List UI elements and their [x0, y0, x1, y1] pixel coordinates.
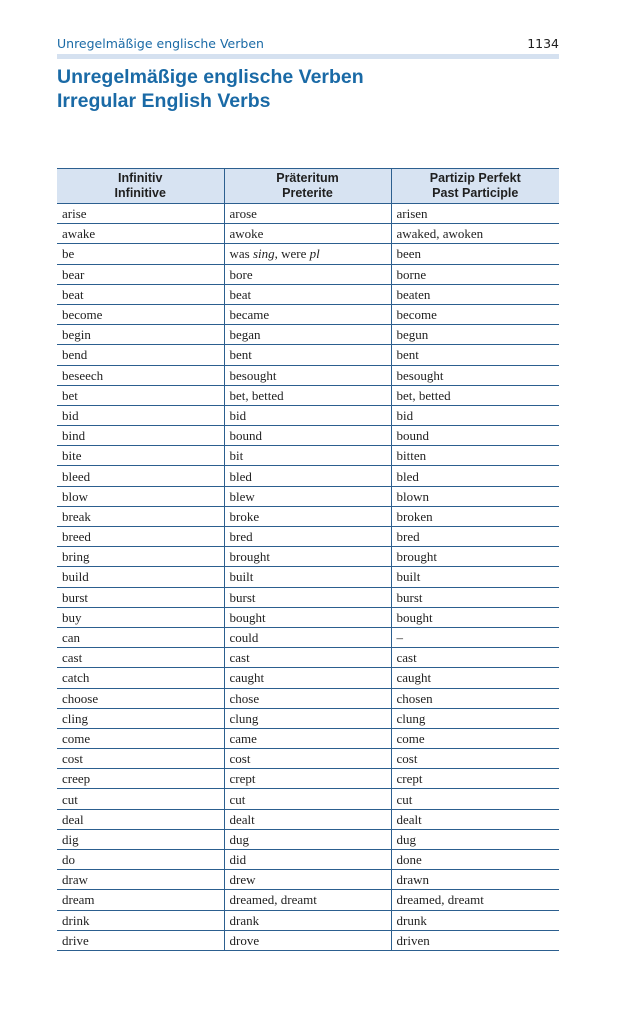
column-header-preterite	[224, 169, 391, 204]
table-row	[57, 547, 559, 567]
preterite-cell: clung	[224, 708, 391, 728]
past-participle-cell: brought	[391, 547, 559, 567]
preterite-cell: drove	[224, 930, 391, 950]
past-participle-cell: cut	[391, 789, 559, 809]
page-title	[57, 65, 364, 113]
table-body	[57, 204, 559, 951]
grammar-abbreviation: pl	[309, 246, 320, 262]
table-row	[57, 244, 559, 264]
table-row	[57, 668, 559, 688]
preterite-cell: came	[224, 728, 391, 748]
preterite-cell: bet, betted	[224, 385, 391, 405]
past-participle-cell: dreamed, dreamt	[391, 890, 559, 910]
past-participle-cell: bitten	[391, 446, 559, 466]
infinitive-cell: become	[57, 304, 224, 324]
past-participle-cell: bid	[391, 405, 559, 425]
past-participle-cell: cast	[391, 648, 559, 668]
infinitive-cell: bind	[57, 426, 224, 446]
past-participle-cell: cost	[391, 749, 559, 769]
past-participle-cell: broken	[391, 506, 559, 526]
table-row	[57, 264, 559, 284]
infinitive-cell: cast	[57, 648, 224, 668]
preterite-cell: dug	[224, 829, 391, 849]
past-participle-cell: drawn	[391, 870, 559, 890]
column-header-english: Past Participle	[432, 186, 519, 200]
preterite-cell: dealt	[224, 809, 391, 829]
table-row	[57, 749, 559, 769]
preterite-cell: besought	[224, 365, 391, 385]
table-row	[57, 446, 559, 466]
past-participle-cell: besought	[391, 365, 559, 385]
past-participle-cell: caught	[391, 668, 559, 688]
preterite-cell: arose	[224, 204, 391, 224]
preterite-cell: awoke	[224, 224, 391, 244]
preterite-cell: built	[224, 567, 391, 587]
preterite-cell: blew	[224, 486, 391, 506]
running-title: Unregelmäßige englische Verben	[57, 36, 264, 51]
column-header-past-participle	[391, 169, 559, 204]
infinitive-cell: burst	[57, 587, 224, 607]
infinitive-cell: breed	[57, 527, 224, 547]
past-participle-cell: done	[391, 850, 559, 870]
column-header-english: Preterite	[282, 186, 333, 200]
title-english: Irregular English Verbs	[57, 90, 271, 112]
infinitive-cell: choose	[57, 688, 224, 708]
preterite-cell: became	[224, 304, 391, 324]
infinitive-cell: buy	[57, 607, 224, 627]
table-row	[57, 809, 559, 829]
preterite-cell: brought	[224, 547, 391, 567]
table-row	[57, 567, 559, 587]
infinitive-cell: creep	[57, 769, 224, 789]
preterite-cell: burst	[224, 587, 391, 607]
running-header	[57, 36, 559, 51]
preterite-cell: bound	[224, 426, 391, 446]
past-participle-cell: dug	[391, 829, 559, 849]
preterite-cell: cast	[224, 648, 391, 668]
infinitive-cell: dream	[57, 890, 224, 910]
column-header-german: Präteritum	[276, 171, 339, 185]
table-row	[57, 627, 559, 647]
past-participle-cell: begun	[391, 325, 559, 345]
table-header	[57, 169, 559, 204]
preterite-cell: chose	[224, 688, 391, 708]
past-participle-cell: blown	[391, 486, 559, 506]
header-rule	[57, 54, 559, 59]
table-row	[57, 284, 559, 304]
table-row	[57, 910, 559, 930]
infinitive-cell: be	[57, 244, 224, 264]
column-header-infinitive	[57, 169, 224, 204]
past-participle-cell: bent	[391, 345, 559, 365]
infinitive-cell: deal	[57, 809, 224, 829]
past-participle-cell: clung	[391, 708, 559, 728]
infinitive-cell: awake	[57, 224, 224, 244]
page-number: 1134	[527, 36, 559, 51]
preterite-cell: cut	[224, 789, 391, 809]
infinitive-cell: cut	[57, 789, 224, 809]
preterite-cell: bled	[224, 466, 391, 486]
table-row	[57, 325, 559, 345]
past-participle-cell: bred	[391, 527, 559, 547]
infinitive-cell: can	[57, 627, 224, 647]
past-participle-cell: become	[391, 304, 559, 324]
table-row	[57, 527, 559, 547]
table-row	[57, 607, 559, 627]
table-row	[57, 789, 559, 809]
column-header-german: Partizip Perfekt	[429, 171, 521, 185]
past-participle-cell: –	[391, 627, 559, 647]
infinitive-cell: drink	[57, 910, 224, 930]
infinitive-cell: begin	[57, 325, 224, 345]
infinitive-cell: bet	[57, 385, 224, 405]
table-row	[57, 708, 559, 728]
table-row	[57, 304, 559, 324]
table-row	[57, 648, 559, 668]
past-participle-cell: chosen	[391, 688, 559, 708]
table-row	[57, 385, 559, 405]
past-participle-cell: awaked, awoken	[391, 224, 559, 244]
infinitive-cell: draw	[57, 870, 224, 890]
table-row	[57, 224, 559, 244]
table-row	[57, 587, 559, 607]
column-header-english: Infinitive	[114, 186, 166, 200]
title-german: Unregelmäßige englische Verben	[57, 66, 364, 88]
infinitive-cell: bite	[57, 446, 224, 466]
infinitive-cell: bend	[57, 345, 224, 365]
grammar-abbreviation: sing	[252, 246, 275, 262]
infinitive-cell: come	[57, 728, 224, 748]
preterite-cell: bore	[224, 264, 391, 284]
past-participle-cell: dealt	[391, 809, 559, 829]
table-row	[57, 769, 559, 789]
past-participle-cell: borne	[391, 264, 559, 284]
table-row	[57, 930, 559, 950]
header-row	[57, 169, 559, 204]
infinitive-cell: bid	[57, 405, 224, 425]
infinitive-cell: arise	[57, 204, 224, 224]
table-row	[57, 365, 559, 385]
infinitive-cell: dig	[57, 829, 224, 849]
preterite-cell: bit	[224, 446, 391, 466]
past-participle-cell: bound	[391, 426, 559, 446]
past-participle-cell: burst	[391, 587, 559, 607]
table-row	[57, 728, 559, 748]
infinitive-cell: build	[57, 567, 224, 587]
table-row	[57, 466, 559, 486]
past-participle-cell: crept	[391, 769, 559, 789]
table-row	[57, 829, 559, 849]
preterite-cell: cost	[224, 749, 391, 769]
table-row	[57, 204, 559, 224]
infinitive-cell: cling	[57, 708, 224, 728]
preterite-cell: dreamed, dreamt	[224, 890, 391, 910]
past-participle-cell: arisen	[391, 204, 559, 224]
preterite-cell: crept	[224, 769, 391, 789]
infinitive-cell: break	[57, 506, 224, 526]
infinitive-cell: beat	[57, 284, 224, 304]
infinitive-cell: catch	[57, 668, 224, 688]
table-row	[57, 345, 559, 365]
table-row	[57, 688, 559, 708]
preterite-cell: could	[224, 627, 391, 647]
table-row	[57, 870, 559, 890]
past-participle-cell: bought	[391, 607, 559, 627]
preterite-cell	[224, 244, 391, 264]
infinitive-cell: blow	[57, 486, 224, 506]
past-participle-cell: drunk	[391, 910, 559, 930]
table-row	[57, 506, 559, 526]
preterite-cell: did	[224, 850, 391, 870]
preterite-cell: broke	[224, 506, 391, 526]
preterite-cell: bought	[224, 607, 391, 627]
cell-text: was	[229, 246, 253, 262]
past-participle-cell: driven	[391, 930, 559, 950]
infinitive-cell: do	[57, 850, 224, 870]
infinitive-cell: bring	[57, 547, 224, 567]
table-row	[57, 405, 559, 425]
preterite-cell: drank	[224, 910, 391, 930]
table-row	[57, 486, 559, 506]
past-participle-cell: built	[391, 567, 559, 587]
irregular-verbs-table	[57, 168, 559, 951]
table-row	[57, 890, 559, 910]
infinitive-cell: cost	[57, 749, 224, 769]
past-participle-cell: come	[391, 728, 559, 748]
infinitive-cell: beseech	[57, 365, 224, 385]
preterite-cell: beat	[224, 284, 391, 304]
table-row	[57, 850, 559, 870]
table-row	[57, 426, 559, 446]
past-participle-cell: bled	[391, 466, 559, 486]
preterite-cell: drew	[224, 870, 391, 890]
infinitive-cell: bleed	[57, 466, 224, 486]
preterite-cell: began	[224, 325, 391, 345]
preterite-cell: bid	[224, 405, 391, 425]
column-header-german: Infinitiv	[118, 171, 163, 185]
preterite-cell: bred	[224, 527, 391, 547]
past-participle-cell: beaten	[391, 284, 559, 304]
cell-text: , were	[274, 246, 310, 262]
past-participle-cell: bet, betted	[391, 385, 559, 405]
preterite-cell: caught	[224, 668, 391, 688]
preterite-cell: bent	[224, 345, 391, 365]
past-participle-cell: been	[391, 244, 559, 264]
infinitive-cell: drive	[57, 930, 224, 950]
infinitive-cell: bear	[57, 264, 224, 284]
